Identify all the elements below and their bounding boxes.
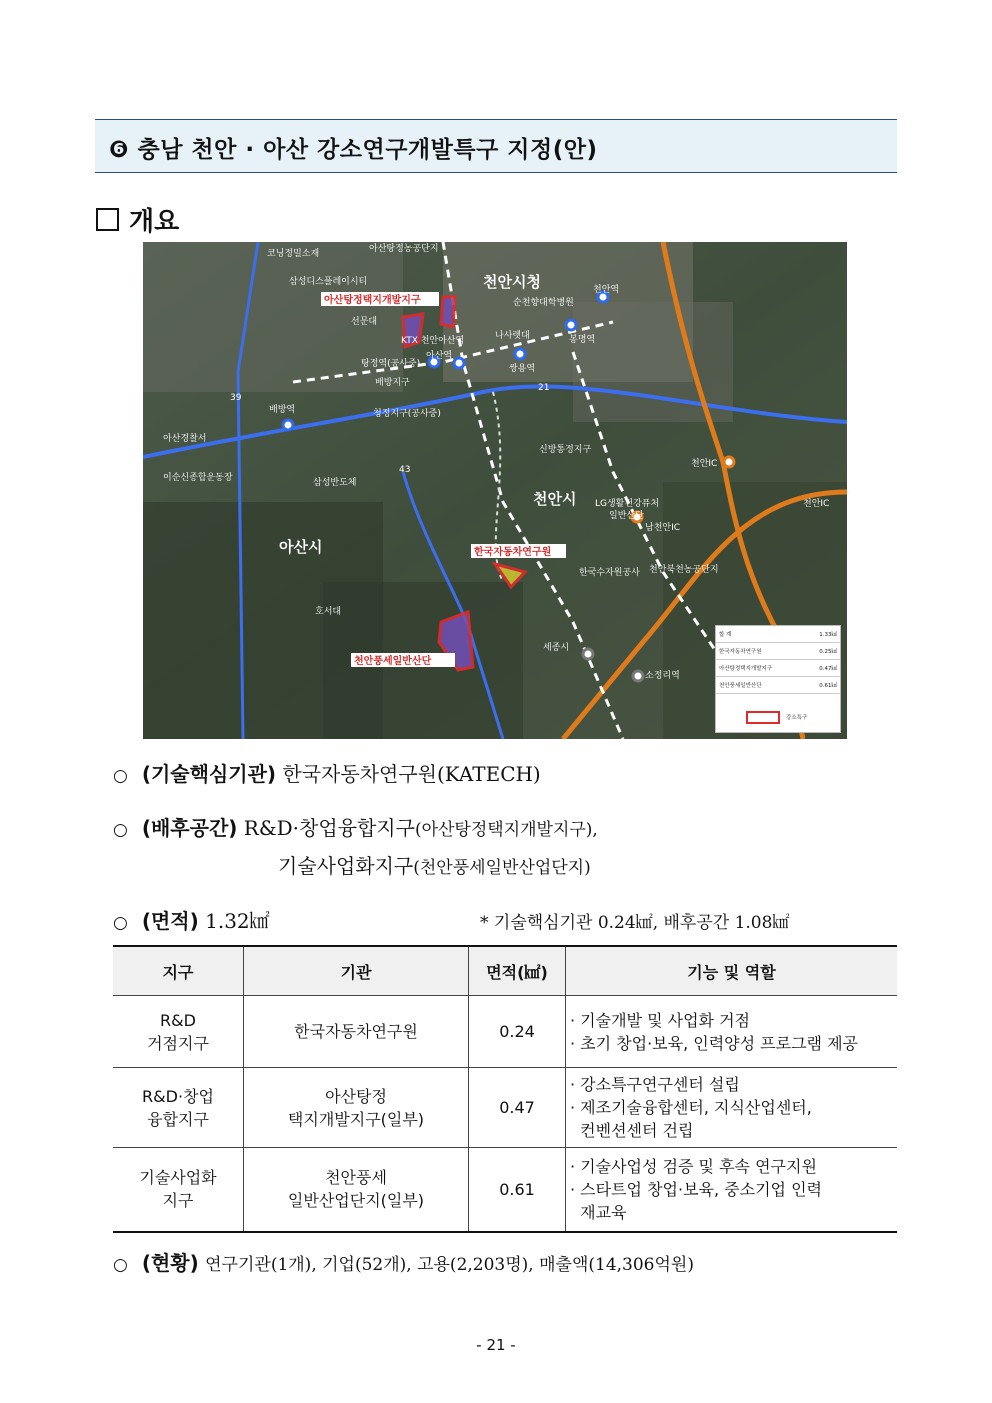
legend-key-label: 강소특구 [786,715,808,721]
page-title: ❻ 충남 천안 · 아산 강소연구개발특구 지정(안) [109,137,598,163]
bullet-heading: (현황) [141,1251,199,1275]
legend-key [746,711,807,724]
table-header-row [113,946,897,996]
area-cell: 0.47 [469,1068,566,1148]
map-zone-label: 천안풍세일반산단 [354,656,432,667]
map-label: 남천안IC [645,523,681,533]
district-cell [113,1148,244,1232]
legend-row [716,643,840,660]
map-label: 신방통정지구 [539,445,592,455]
table-row [113,1148,897,1232]
bullet-core-institution [113,758,541,787]
cell-line: 기술사업화 [139,1168,217,1188]
district-cell [113,996,244,1068]
legend-name: 한국자동차연구원 [716,643,804,660]
page-number: - 21 - [476,1336,516,1354]
cell-line: · 기술사업성 검증 및 후속 연구지원 [570,1156,817,1176]
circle-bullet-icon: ○ [113,913,128,933]
bullet-text: 1.32㎢ [205,909,270,933]
legend-name: 천안풍세일반산단 [716,677,804,694]
map-label: 삼성디스플레이시티 [289,277,368,287]
bullet-status [113,1247,694,1276]
map-label: 청정지구(공사중) [373,409,441,419]
legend-name: 합 계 [716,626,804,643]
map-label: 봉명역 [569,335,596,345]
map-label: KTX 천안아산역 [401,336,465,346]
legend-row [716,660,840,677]
cell-line: 천안풍세 [325,1168,387,1188]
cell-line: 지구 [162,1191,194,1211]
bullet-text: R&D·창업융합지구 [243,816,415,840]
col-header: 기관 [244,946,469,996]
map-label: 나사렛대 [495,331,530,341]
map-zone-label: 한국자동차연구원 [474,547,552,558]
map-legend [715,625,841,733]
legend-swatch [746,711,780,724]
map-label: 소정리역 [645,671,680,681]
cell-line: · 강소특구연구센터 설립 [570,1075,740,1094]
map-zone-label: 아산탕정택지개발지구 [324,295,421,306]
area-note: * 기술핵심기관 0.24㎢, 배후공간 1.08㎢ [480,913,790,933]
cell-line: 한국자동차연구원 [294,1022,418,1041]
circle-bullet-icon: ○ [113,766,128,786]
map-label: 아산시 [279,538,323,556]
col-header: 지구 [113,946,244,996]
table-row [113,1068,897,1148]
bullet-heading: (배후공간) [141,816,238,840]
bullet-heading: (면적) [141,909,199,933]
cell-line: 아산탕정 [325,1086,387,1106]
bullet-support-space-line2 [278,850,591,879]
district-table [113,945,897,1233]
map-label: 이순신종합운동장 [163,473,233,483]
bullet-text: 연구기관(1개), 기업(52개), 고용(2,203명), 매출액(14,306억원) [205,1255,694,1275]
bullet-text: 기술사업화지구 [278,854,414,878]
map-label: 39 [230,393,242,403]
cell-line: · 제조기술융합센터, 지식산업센터, [570,1098,812,1117]
legend-value: 0.61㎢ [804,677,840,694]
bullet-text-sub: (천안풍세일반산업단지) [413,858,591,878]
map-label: 순천향대학병원 [513,298,574,308]
bullet-heading: (기술핵심기관) [141,762,277,786]
bullet-text: 한국자동차연구원(KATECH) [282,762,541,786]
roles-cell [566,1148,898,1232]
bullet-area [113,905,270,934]
circle-bullet-icon: ○ [113,820,128,840]
map-label: 코닝정밀소재 [267,249,320,259]
cell-line: R&D [160,1010,196,1030]
col-header: 면적(㎢) [469,946,566,996]
map-label: 43 [399,465,411,475]
cell-line: 재교육 [570,1202,627,1222]
org-cell [244,1068,469,1148]
org-cell [244,1148,469,1232]
legend-value: 0.47㎢ [804,660,840,677]
circle-bullet-icon: ○ [113,1255,128,1275]
district-cell [113,1068,244,1148]
legend-row [716,677,840,694]
cell-line: 일반산업단지(일부) [287,1191,425,1211]
map-label: 배방지구 [375,378,410,388]
roles-cell [566,996,898,1068]
checkbox-square-icon [96,208,119,231]
legend-value: 0.25㎢ [804,643,840,660]
map-label: 21 [538,383,550,393]
map-label: LG생활건강퓨처 [595,499,660,509]
map-label: 천안역 [593,285,620,295]
map-label: 천안IC [803,499,830,509]
map-label: 쌍용역 [509,364,536,374]
legend-value: 1.33㎢ [804,626,840,643]
map-label: 천안시 [533,490,577,508]
section-heading [96,201,179,238]
cell-line: · 초기 창업·보육, 인력양성 프로그램 제공 [570,1033,858,1053]
map-label: 한국수자원공사 [579,568,640,578]
map-label: 아산탕정농공단지 [369,244,439,254]
map-label: 아산경찰서 [163,434,207,444]
map-label: 천안북천농공단지 [649,565,719,575]
roles-cell [566,1068,898,1148]
map-label: 일반산단 [609,511,644,521]
col-header: 기능 및 역할 [566,946,898,996]
map-label: 천안시청 [483,273,541,291]
cell-line: R&D·창업 [142,1086,214,1106]
map-label: 세종시 [543,643,570,653]
cell-line: · 스타트업 창업·보육, 중소기업 인력 [570,1179,822,1199]
map-label: 삼성반도체 [313,478,357,488]
cell-line: 컨벤션센터 건립 [570,1121,694,1140]
map-label: 탕정역(공사중) [361,359,421,369]
bullet-support-space [113,812,598,841]
org-cell [244,996,469,1068]
map-label: 선문대 [351,317,378,327]
cell-line: · 기술개발 및 사업화 거점 [570,1010,750,1030]
map-label: 아산역 [426,351,453,361]
table-row [113,996,897,1068]
cell-line: 거점지구 [147,1033,209,1053]
area-cell: 0.61 [469,1148,566,1232]
map-label: 배방역 [269,405,296,415]
bullet-text-sub: (아산탕정택지개발지구), [414,820,598,840]
satellite-map [143,242,847,739]
legend-row [716,626,840,643]
legend-name: 아산탕정택지개발지구 [716,660,804,677]
map-label: 호서대 [315,607,342,617]
section-title: 개요 [129,207,180,237]
area-cell: 0.24 [469,996,566,1068]
cell-line: 융합지구 [147,1109,209,1129]
title-bar [95,119,897,173]
map-label: 천안IC [691,459,718,469]
cell-line: 택지개발지구(일부) [287,1109,425,1129]
